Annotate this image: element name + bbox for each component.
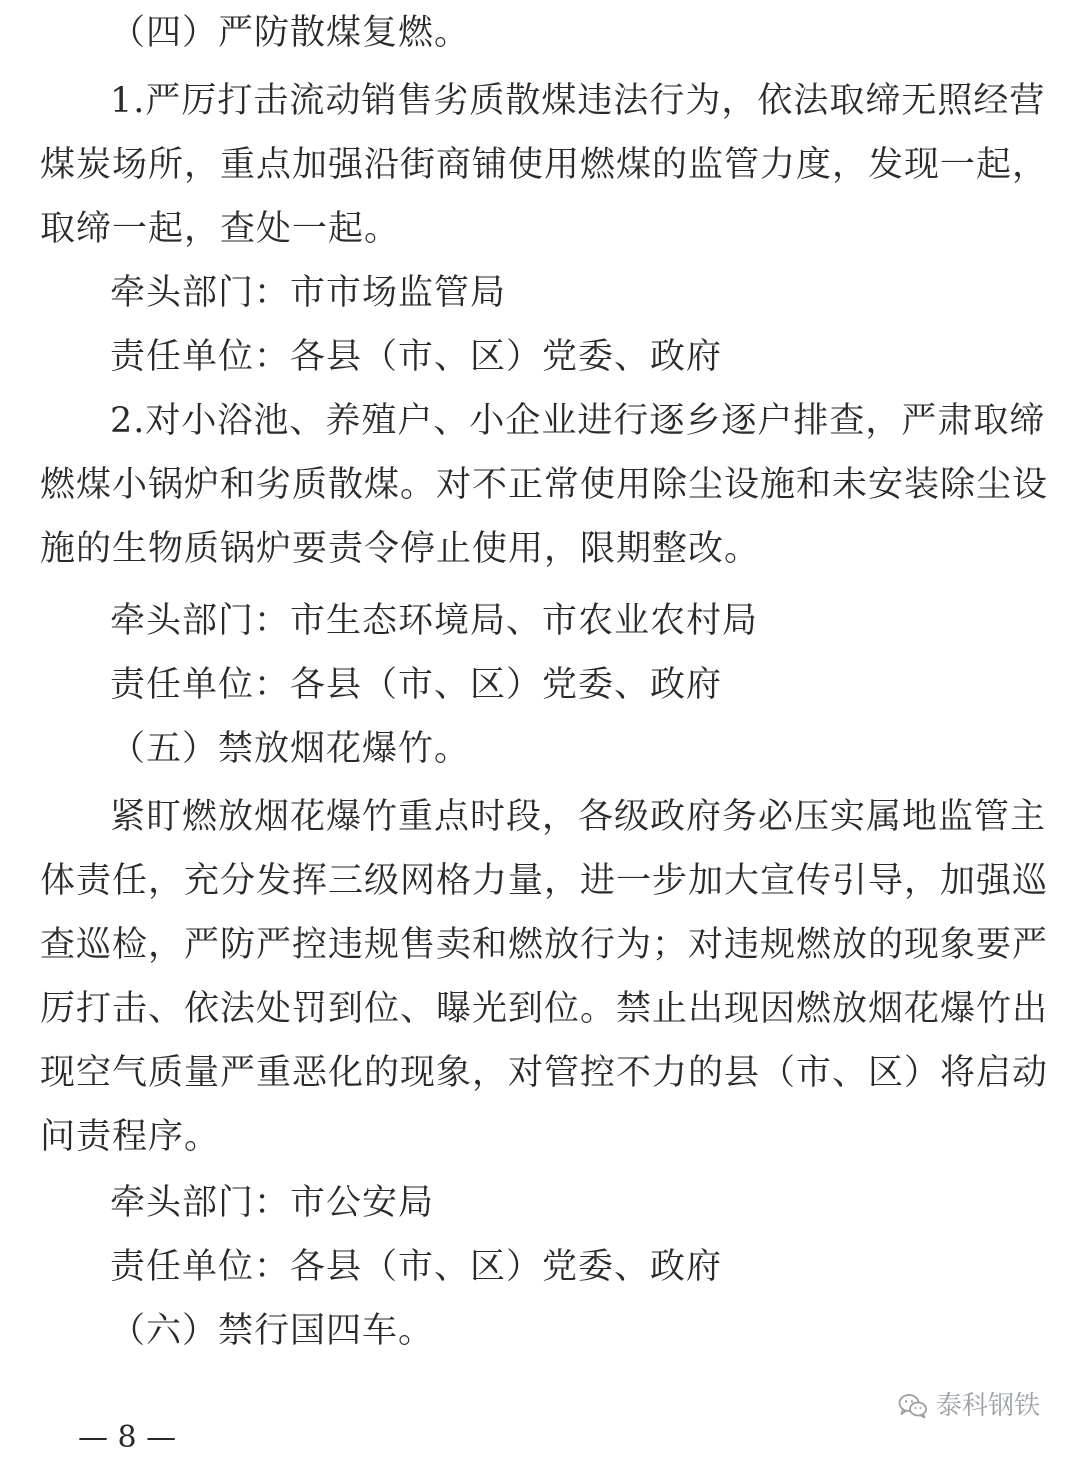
paragraph-line: 查巡检，严防严控违规售卖和燃放行为；对违规燃放的现象要严: [40, 925, 1049, 965]
watermark: [898, 1386, 1040, 1426]
lead-department: 牵头部门：市市场监管局: [110, 273, 507, 313]
paragraph-line: 2.对小浴池、养殖户、小企业进行逐乡逐户排查，严肃取缔: [110, 401, 1046, 441]
paragraph-line: 施的生物质锅炉要责令停止使用，限期整改。: [40, 529, 761, 569]
section-heading-6: （六）禁行国四车。: [110, 1311, 435, 1351]
paragraph-line: 体责任，充分发挥三级网格力量，进一步加大宣传引导，加强巡: [40, 861, 1049, 901]
paragraph-line: 1.严厉打击流动销售劣质散煤违法行为，依法取缔无照经营: [110, 81, 1046, 121]
responsible-unit: 责任单位：各县（市、区）党委、政府: [110, 337, 723, 377]
paragraph-line: 煤炭场所，重点加强沿街商铺使用燃煤的监管力度，发现一起，: [40, 145, 1049, 185]
lead-department: 牵头部门：市公安局: [110, 1183, 435, 1223]
responsible-unit: 责任单位：各县（市、区）党委、政府: [110, 1247, 723, 1287]
section-heading-4: （四）严防散煤复燃。: [110, 13, 471, 53]
wechat-icon: [898, 1393, 928, 1419]
lead-department: 牵头部门：市生态环境局、市农业农村局: [110, 601, 759, 641]
paragraph-line: 取缔一起，查处一起。: [40, 209, 401, 249]
paragraph-line: 现空气质量严重恶化的现象，对管控不力的县（市、区）将启动: [40, 1053, 1049, 1093]
paragraph-line: 问责程序。: [40, 1117, 221, 1157]
paragraph-line: 厉打击、依法处罚到位、曝光到位。禁止出现因燃放烟花爆竹出: [40, 989, 1049, 1029]
page-number: — 8 —: [78, 1420, 177, 1455]
watermark-text: 泰科钢铁: [935, 1391, 1040, 1421]
responsible-unit: 责任单位：各县（市、区）党委、政府: [110, 665, 723, 705]
paragraph-line: 燃煤小锅炉和劣质散煤。对不正常使用除尘设施和未安装除尘设: [40, 465, 1049, 505]
paragraph-line: 紧盯燃放烟花爆竹重点时段，各级政府务必压实属地监管主: [110, 797, 1047, 837]
section-heading-5: （五）禁放烟花爆竹。: [110, 729, 471, 769]
